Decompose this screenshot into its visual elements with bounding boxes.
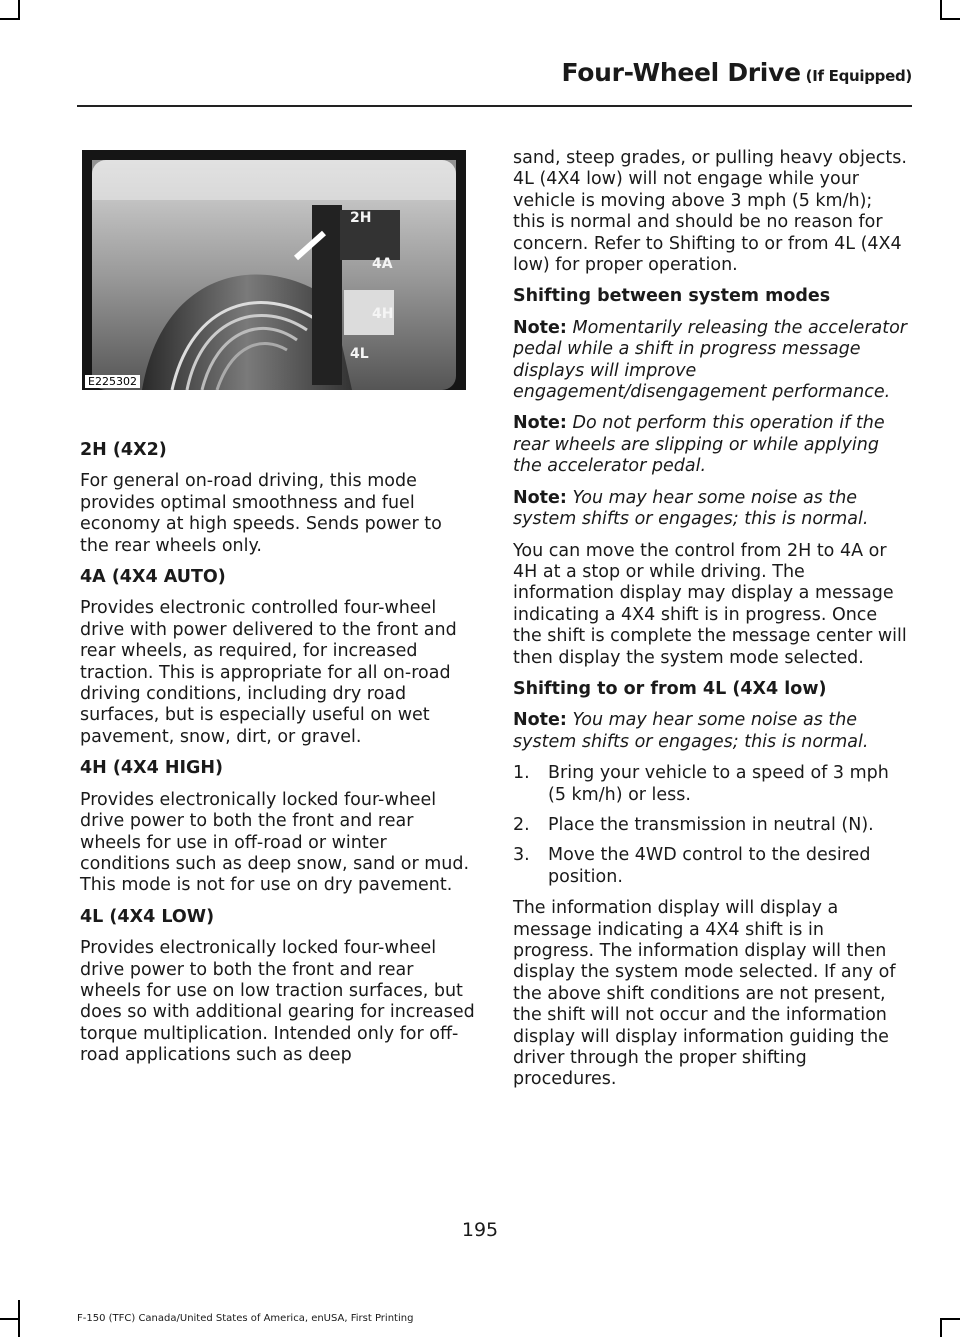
paragraph-move-control: You can move the control from 2H to 4A or 4H at a stop or while driving. The information display may display a message indicating a 4X4 shift is in progress. Once the shift is complete the message center will then display the system mode selected.	[513, 540, 907, 668]
figure-label-4l: 4L	[350, 346, 369, 362]
header-title-text: Four-Wheel Drive	[561, 58, 801, 87]
crop-mark-top-left-v	[18, 0, 20, 20]
shift-steps-list	[513, 763, 908, 888]
list-item	[513, 845, 908, 888]
control-knob-illustration	[82, 150, 466, 390]
note-label: Note:	[513, 317, 567, 338]
left-column	[80, 440, 475, 1077]
crop-mark-bottom-right-h	[940, 1318, 960, 1320]
paragraph-final: The information display will display a message indicating a 4X4 shift is in progress. The information display will then display the system mode selected. If any of the above shift conditions are not present, the shift will not occur and the information display will display information guiding the driver through the proper shifting procedures.	[513, 898, 896, 1090]
figure-label-4h: 4H	[372, 306, 394, 322]
step-text: Bring your vehicle to a speed of 3 mph (5 km/h) or less.	[548, 763, 889, 805]
crop-mark-top-right-v	[940, 0, 942, 20]
crop-mark-top-left-h	[0, 18, 20, 20]
crop-mark-bottom-left-h	[0, 1318, 20, 1320]
paragraph-2h: For general on-road driving, this mode provides optimal smoothness and fuel economy at high speeds. Sends power to the rear wheels only.	[80, 471, 442, 556]
crop-mark-bottom-right-v	[940, 1318, 942, 1337]
page-number: 195	[461, 1219, 499, 1241]
step-number: 2.	[513, 814, 530, 835]
right-column	[513, 148, 908, 1101]
paragraph-4a: Provides electronic controlled four-wheel drive with power delivered to the front and rear wheels, as required, for increased traction. This is appropriate for all on-road driving conditions, including dry road surfaces, but is especially useful on wet pavement, snow, dirt, or gravel.	[80, 598, 457, 747]
header-rule	[77, 105, 912, 107]
note-label: Note:	[513, 413, 567, 434]
heading-4h: 4H (4X4 HIGH)	[80, 758, 224, 779]
four-wheel-drive-control-figure	[82, 150, 466, 390]
note-label: Note:	[513, 487, 567, 508]
figure-code: E225302	[85, 375, 140, 388]
figure-label-2h: 2H	[350, 210, 372, 226]
note-3	[513, 488, 908, 531]
step-number: 1.	[513, 763, 530, 784]
note-1	[513, 318, 908, 404]
page-header-title	[561, 58, 912, 87]
note-4-text: You may hear some noise as the system shifts or engages; this is normal.	[513, 710, 869, 752]
paragraph-4l-continued: sand, steep grades, or pulling heavy objects. 4L (4X4 low) will not engage while your vehicle is moving above 3 mph (5 km/h); this is normal and should be no reason for concern. Refer to Shifting to or from 4L (4X4 low) for proper operation.	[513, 148, 907, 276]
heading-shifting-4l: Shifting to or from 4L (4X4 low)	[513, 678, 827, 699]
note-2-text: Do not perform this operation if the rear wheels are slipping or while applying the accelerator pedal.	[513, 413, 885, 477]
step-number: 3.	[513, 845, 530, 866]
heading-4l: 4L (4X4 LOW)	[80, 906, 215, 927]
heading-4a: 4A (4X4 AUTO)	[80, 567, 226, 588]
note-label: Note:	[513, 710, 567, 731]
footer-text: F-150 (TFC) Canada/United States of America, enUSA, First Printing	[77, 1313, 414, 1324]
note-4	[513, 710, 908, 753]
heading-2h: 2H (4X2)	[80, 440, 167, 460]
header-subtitle: (If Equipped)	[800, 67, 912, 85]
crop-mark-top-right-h	[940, 18, 960, 20]
note-2	[513, 413, 908, 477]
paragraph-4h: Provides electronically locked four-wheel drive power to both the front and rear wheels for use in off-road or winter conditions such as deep snow, sand or mud. This mode is not for use on dry pavement.	[80, 789, 470, 896]
list-item	[513, 815, 908, 836]
note-3-text: You may hear some noise as the system shifts or engages; this is normal.	[513, 487, 869, 530]
note-1-text: Momentarily releasing the accelerator pedal while a shift in progress message displays will improve engagement/disengagement performance.	[513, 317, 908, 403]
list-item	[513, 763, 908, 806]
paragraph-4l: Provides electronically locked four-wheel drive power to both the front and rear wheels for use on low traction surfaces, but does so with additional gearing for increased torque multiplication. Intended only for off-road applications such as deep	[80, 938, 475, 1066]
heading-shifting-modes: Shifting between system modes	[513, 286, 831, 307]
figure-label-4a: 4A	[372, 256, 393, 272]
step-text: Move the 4WD control to the desired position.	[548, 845, 871, 887]
step-text: Place the transmission in neutral (N).	[548, 814, 874, 835]
